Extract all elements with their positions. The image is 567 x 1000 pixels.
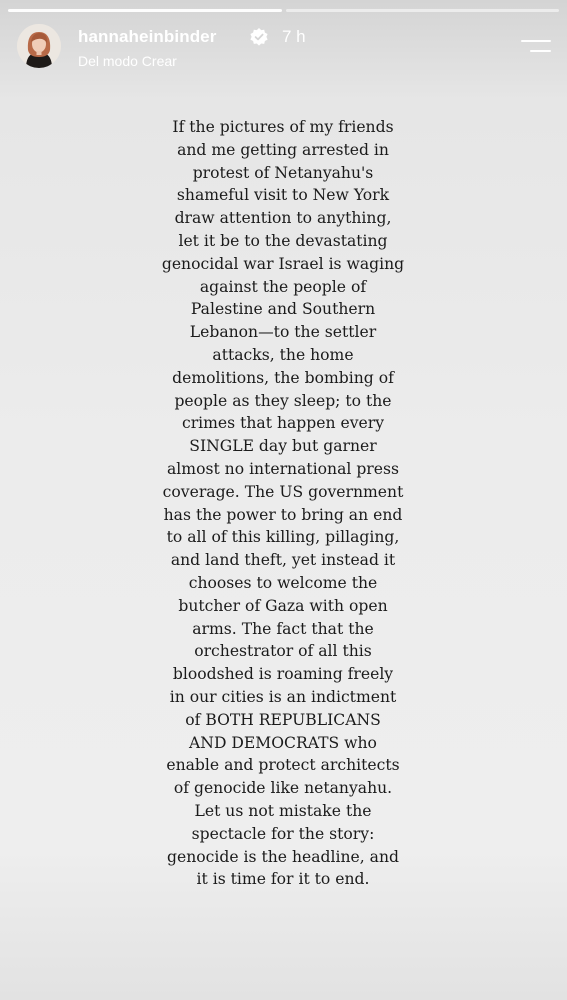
story-text-body (148, 116, 418, 891)
story-text-line: enable and protect architects (166, 756, 400, 775)
story-text-line: of BOTH REPUBLICANS (185, 710, 381, 729)
progress-segment-1 (8, 9, 282, 12)
story-text-line: chooses to welcome the (188, 573, 378, 592)
menu-line-1 (521, 40, 551, 42)
username[interactable]: hannaheinbinder (78, 27, 217, 46)
story-text-line: butcher of Gaza with open (178, 596, 388, 615)
story-text-line: attacks, the home (212, 345, 354, 364)
menu-line-2 (530, 50, 551, 52)
story-text-line: of genocide like netanyahu. (173, 779, 393, 798)
story-text-line: Lebanon—to the settler (189, 323, 377, 342)
avatar[interactable] (17, 24, 61, 68)
story-text-line: spectacle for the story: (191, 824, 375, 843)
story-text-line: arms. The fact that the (192, 619, 374, 638)
story-text-line: and me getting arrested in (177, 140, 389, 159)
story-text-line: has the power to bring an end (163, 505, 403, 524)
story-text-line: people as they sleep; to the (174, 391, 392, 410)
post-time: 7 h (282, 27, 306, 46)
story-text-line: crimes that happen every (181, 414, 385, 433)
story-header (17, 24, 553, 72)
story-text-line: genocide is the headline, and (166, 847, 399, 866)
story-text-line: Let us not mistake the (194, 801, 372, 820)
story-text-line: genocidal war Israel is waging (161, 254, 405, 273)
story-text-line: it is time for it to end. (196, 870, 370, 889)
story-text-line: AND DEMOCRATS who (189, 733, 377, 752)
story-text-line: bloodshed is roaming freely (172, 665, 394, 684)
progress-segment-2 (286, 9, 560, 12)
story-text-line: let it be to the devastating (178, 231, 388, 250)
story-text-line: to all of this killing, pillaging, (166, 528, 400, 547)
verified-badge-icon (249, 27, 269, 47)
story-text-line: demolitions, the bombing of (172, 368, 394, 387)
story-subtitle[interactable]: Del modo Crear (78, 53, 177, 69)
story-progress-bar (8, 9, 559, 12)
story-text-line: and land theft, yet instead it (170, 551, 396, 570)
story-text-line: coverage. The US government (162, 482, 404, 501)
story-text-line: draw attention to anything, (174, 209, 392, 228)
story-text-line: orchestrator of all this (194, 642, 372, 661)
story-text-line: Palestine and Southern (190, 300, 376, 319)
menu-lines-icon[interactable] (521, 37, 551, 57)
story-text-line: If the pictures of my friends (172, 118, 394, 136)
story-text-line: against the people of (199, 277, 367, 296)
story-text-line: protest of Netanyahu's (192, 163, 374, 182)
story-text-line: shameful visit to New York (176, 186, 390, 205)
story-text-line: almost no international press (167, 459, 399, 478)
story-text-line: in our cities is an indictment (169, 687, 397, 706)
avatar-image (17, 24, 61, 68)
story-text-line: SINGLE day but garner (189, 437, 377, 456)
